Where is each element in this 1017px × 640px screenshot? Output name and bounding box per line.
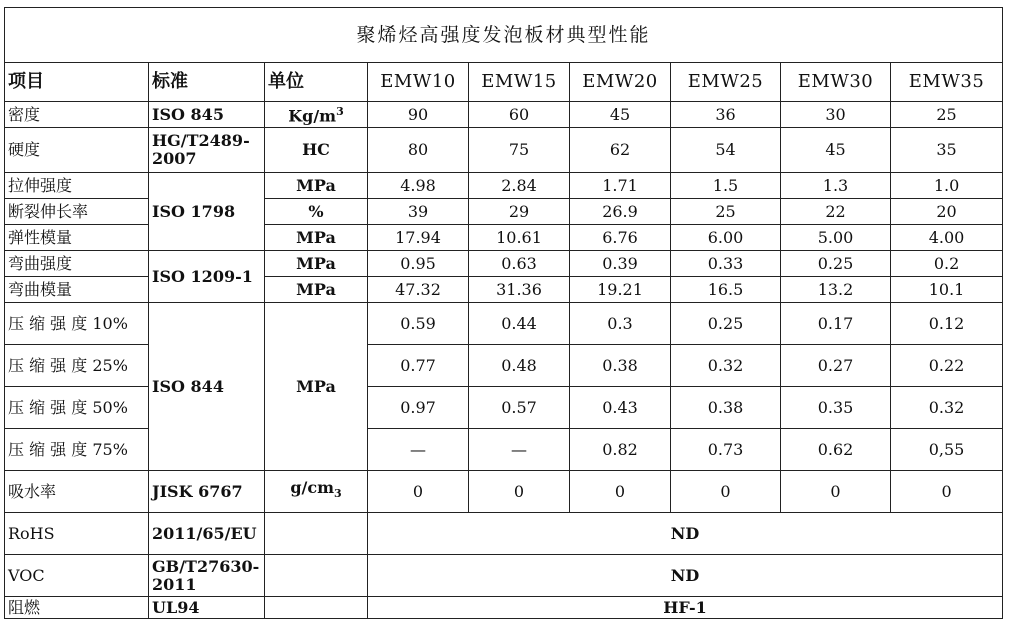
value-cell: 0.27 [781,345,891,387]
value-cell: 0.59 [368,303,469,345]
value-cell: ND [368,555,1003,597]
value-cell: 0 [469,471,570,513]
value-cell: 0.22 [891,345,1003,387]
unit-cell [265,225,368,251]
value-cell: 0 [781,471,891,513]
unit-superscript: 3 [336,105,344,119]
table-row [5,251,1003,277]
value-cell: 0.44 [469,303,570,345]
value-cell: 0.48 [469,345,570,387]
header-cell: EMW15 [469,63,570,102]
value-cell: ND [368,513,1003,555]
table-row [5,102,1003,128]
value-cell: 0 [570,471,671,513]
table-row [5,513,1003,555]
value-cell: 36 [671,102,781,128]
value-cell: 10.1 [891,277,1003,303]
value-cell: 45 [570,102,671,128]
standard-cell: ISO 844 [149,303,265,471]
value-cell: — [368,429,469,471]
property-cell: 弹性模量 [5,225,149,251]
value-cell: 0.43 [570,387,671,429]
unit-text: % [308,201,324,221]
unit-text: MPa [296,227,336,247]
value-cell: 60 [469,102,570,128]
unit-text: MPa [296,279,336,299]
value-cell: 17.94 [368,225,469,251]
table-row [5,128,1003,173]
value-cell: 47.32 [368,277,469,303]
value-cell: 25 [671,199,781,225]
unit-subscript: 3 [334,487,342,501]
property-cell: RoHS [5,513,149,555]
header-cell: 标准 [149,63,265,102]
value-cell: HF-1 [368,597,1003,619]
standard-cell: HG/T2489-2007 [149,128,265,173]
table-row [5,471,1003,513]
value-cell: 0.2 [891,251,1003,277]
value-cell: 0.25 [781,251,891,277]
header-cell: EMW25 [671,63,781,102]
properties-table [4,7,1003,619]
property-cell: 吸水率 [5,471,149,513]
property-cell: VOC [5,555,149,597]
unit-cell [265,513,368,555]
value-cell: 30 [781,102,891,128]
value-cell: 0.97 [368,387,469,429]
standard-cell: JISK 6767 [149,471,265,513]
properties-sheet [4,7,1002,619]
header-cell: 项目 [5,63,149,102]
property-cell: 硬度 [5,128,149,173]
unit-cell [265,555,368,597]
standard-cell: UL94 [149,597,265,619]
property-cell: 弯曲模量 [5,277,149,303]
header-cell: EMW10 [368,63,469,102]
value-cell: 0.33 [671,251,781,277]
value-cell: 1.71 [570,173,671,199]
unit-cell [265,471,368,513]
unit-cell [265,199,368,225]
unit-text: g/cm [290,478,335,498]
unit-cell [265,597,368,619]
table-title: 聚烯烃高强度发泡板材典型性能 [5,8,1003,63]
property-cell: 密度 [5,102,149,128]
value-cell: 75 [469,128,570,173]
unit-cell [265,251,368,277]
value-cell: 26.9 [570,199,671,225]
value-cell: 4.98 [368,173,469,199]
value-cell: 0.12 [891,303,1003,345]
value-cell: 0.82 [570,429,671,471]
value-cell: 19.21 [570,277,671,303]
standard-cell: ISO 845 [149,102,265,128]
property-cell: 压 缩 强 度 75% [5,429,149,471]
property-cell: 压 缩 强 度 25% [5,345,149,387]
value-cell: 1.5 [671,173,781,199]
value-cell: 0.95 [368,251,469,277]
table-row [5,555,1003,597]
value-cell: 0 [671,471,781,513]
table-row [5,303,1003,345]
header-cell: EMW35 [891,63,1003,102]
value-cell: 0.73 [671,429,781,471]
value-cell: 0.32 [671,345,781,387]
value-cell: 6.76 [570,225,671,251]
value-cell: 6.00 [671,225,781,251]
header-cell: EMW30 [781,63,891,102]
value-cell: 22 [781,199,891,225]
value-cell: 0.35 [781,387,891,429]
value-cell: 0.62 [781,429,891,471]
value-cell: 20 [891,199,1003,225]
standard-cell: ISO 1798 [149,173,265,251]
value-cell: 0.25 [671,303,781,345]
value-cell: — [469,429,570,471]
value-cell: 0.39 [570,251,671,277]
unit-cell [265,173,368,199]
value-cell: 31.36 [469,277,570,303]
property-cell: 拉伸强度 [5,173,149,199]
unit-text: MPa [296,253,336,273]
value-cell: 0 [891,471,1003,513]
value-cell: 10.61 [469,225,570,251]
unit-text: MPa [296,175,336,195]
unit-cell: MPa [265,303,368,471]
unit-cell [265,128,368,173]
value-cell: 0.63 [469,251,570,277]
value-cell: 0.38 [671,387,781,429]
header-row [5,63,1003,102]
value-cell: 62 [570,128,671,173]
header-cell: 单位 [265,63,368,102]
value-cell: 5.00 [781,225,891,251]
value-cell: 29 [469,199,570,225]
property-cell: 压 缩 强 度 50% [5,387,149,429]
value-cell: 1.0 [891,173,1003,199]
header-cell: EMW20 [570,63,671,102]
value-cell: 90 [368,102,469,128]
property-cell: 压 缩 强 度 10% [5,303,149,345]
value-cell: 0.38 [570,345,671,387]
value-cell: 0,55 [891,429,1003,471]
standard-cell: GB/T27630-2011 [149,555,265,597]
value-cell: 13.2 [781,277,891,303]
property-cell: 阻燃 [5,597,149,619]
value-cell: 0.3 [570,303,671,345]
value-cell: 1.3 [781,173,891,199]
value-cell: 35 [891,128,1003,173]
property-cell: 断裂伸长率 [5,199,149,225]
table-row [5,173,1003,199]
value-cell: 0.17 [781,303,891,345]
unit-cell [265,277,368,303]
value-cell: 0.77 [368,345,469,387]
unit-text: Kg/m [288,106,337,126]
table-row [5,597,1003,619]
value-cell: 54 [671,128,781,173]
value-cell: 16.5 [671,277,781,303]
value-cell: 2.84 [469,173,570,199]
value-cell: 39 [368,199,469,225]
value-cell: 0.57 [469,387,570,429]
value-cell: 80 [368,128,469,173]
standard-cell: ISO 1209-1 [149,251,265,303]
value-cell: 0 [368,471,469,513]
property-cell: 弯曲强度 [5,251,149,277]
standard-cell: 2011/65/EU [149,513,265,555]
value-cell: 0.32 [891,387,1003,429]
value-cell: 4.00 [891,225,1003,251]
value-cell: 45 [781,128,891,173]
value-cell: 25 [891,102,1003,128]
unit-cell [265,102,368,128]
unit-text: HC [302,140,330,159]
